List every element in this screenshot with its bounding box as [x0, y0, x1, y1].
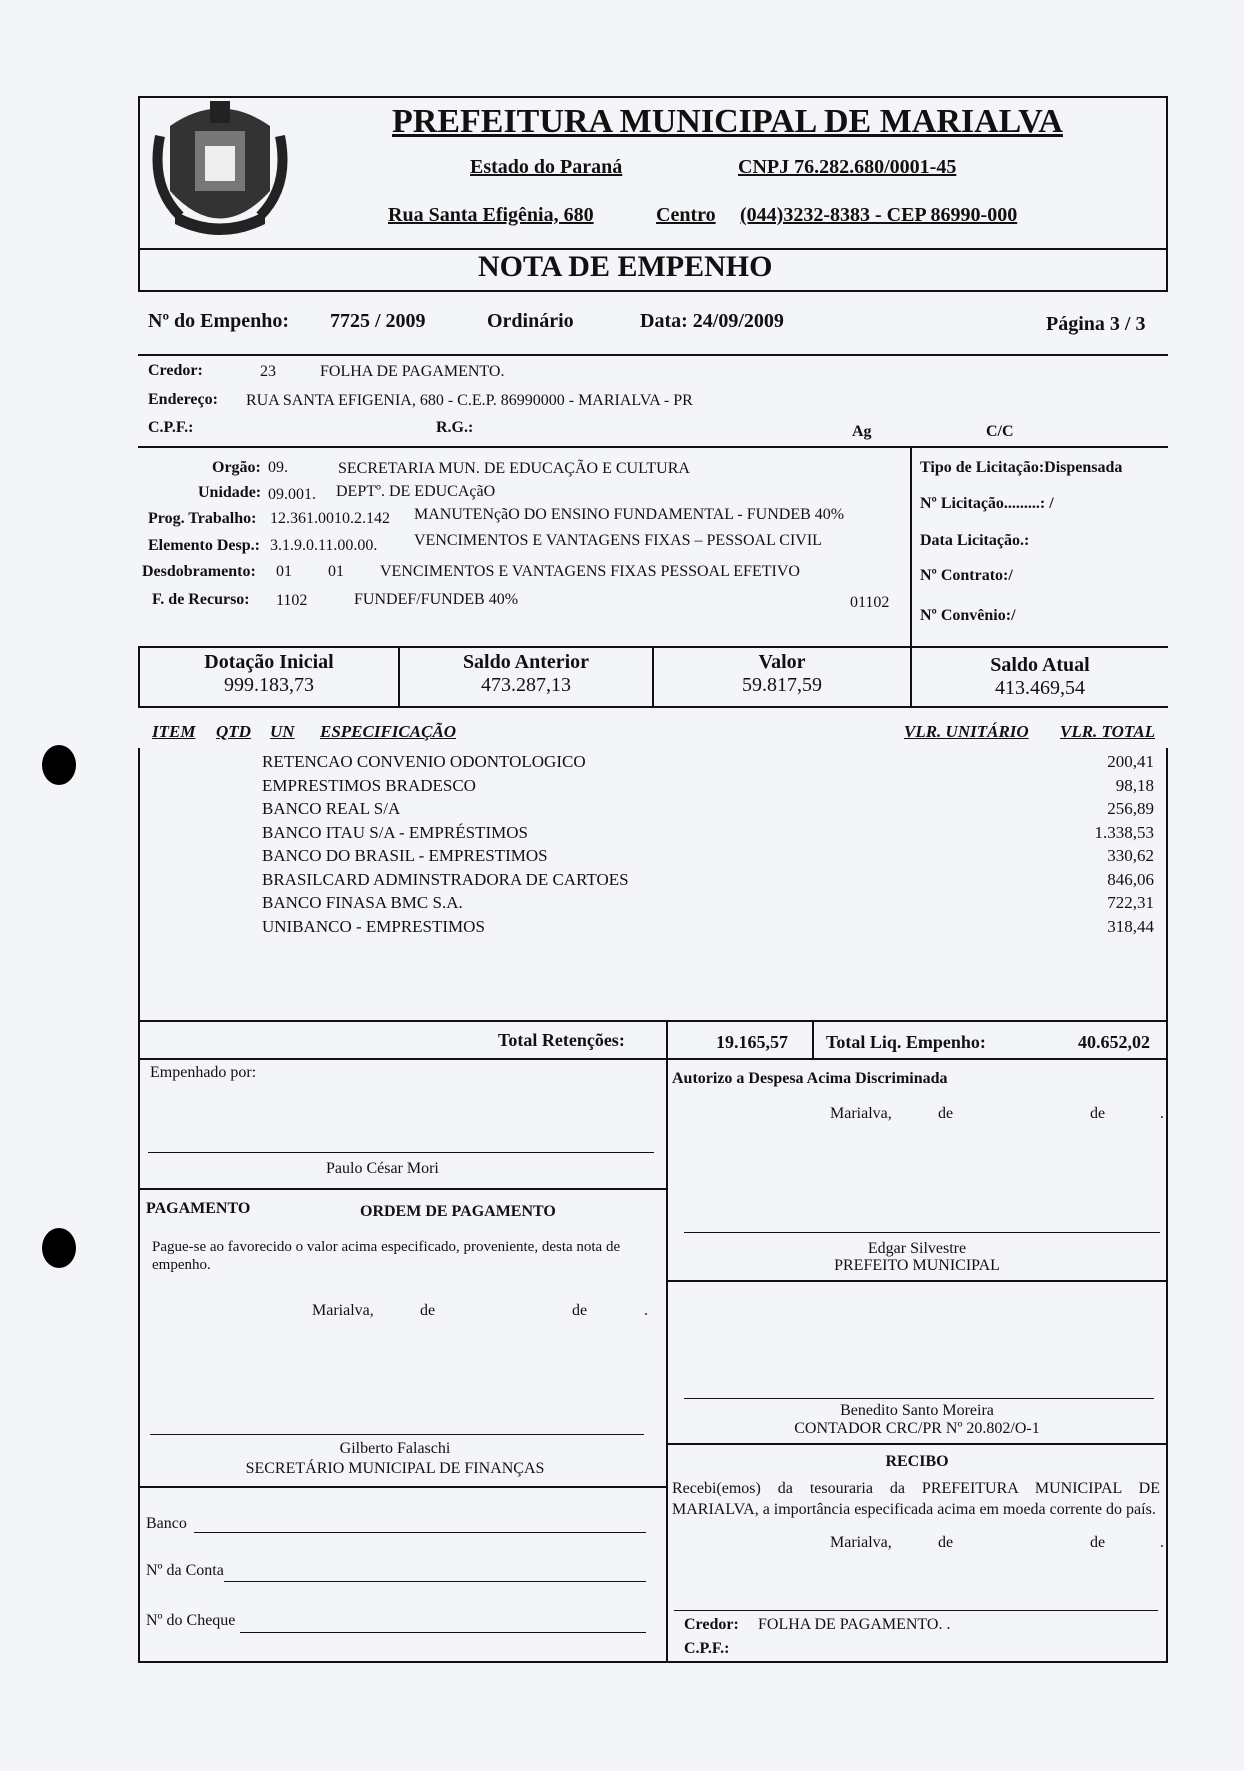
prog-label: Prog. Trabalho: [148, 510, 257, 527]
banco-field[interactable] [194, 1532, 646, 1533]
prog-desc: MANUTENçãO DO ENSINO FUNDAMENTAL - FUNDEB 40% [414, 506, 845, 523]
date-de: de [938, 1534, 954, 1551]
total-retencoes-value: 19.165,57 [716, 1032, 788, 1052]
ordem-pagamento-label: ORDEM DE PAGAMENTO [360, 1203, 556, 1220]
licitacao-tipo: Tipo de Licitação:Dispensada [920, 459, 1123, 476]
phone-cep: (044)3232-8383 - CEP 86990-000 [740, 204, 1018, 226]
desdobramento-desc: VENCIMENTOS E VANTAGENS FIXAS PESSOAL EFETIVO [380, 563, 800, 580]
total-liq-value: 40.652,02 [1078, 1032, 1150, 1052]
recibo-title: RECIBO [885, 1453, 949, 1470]
cheque-label: Nº do Cheque [146, 1612, 236, 1629]
saldo-label: Dotação Inicial [204, 651, 334, 673]
conta-label: Nº da Conta [146, 1562, 224, 1579]
endereco-label: Endereço: [148, 391, 218, 408]
unidade-label: Unidade: [198, 484, 262, 501]
saldo-label: Valor [758, 651, 806, 673]
fonte-desc: FUNDEF/FUNDEB 40% [354, 591, 519, 608]
list-item: BANCO REAL S/A 256,89 [262, 799, 1154, 818]
empenhado-por-name: Paulo César Mori [326, 1160, 439, 1177]
date-de: de [1090, 1105, 1106, 1122]
orgao-desc: SECRETARIA MUN. DE EDUCAÇÃO E CULTURA [338, 460, 690, 477]
date-de: de [938, 1105, 954, 1122]
desdobramento-code: 01 [276, 563, 292, 580]
page-number: Página 3 / 3 [1046, 313, 1146, 335]
endereco-value: RUA SANTA EFIGENIA, 680 - C.E.P. 86990000 - MARIALVA - PR [246, 392, 693, 409]
col-item: ITEM [152, 722, 196, 741]
banco-label: Banco [146, 1515, 187, 1532]
col-vlr-unitario: VLR. UNITÁRIO [904, 722, 1029, 741]
saldo-label: Saldo Atual [990, 654, 1090, 676]
credor-label: Credor: [148, 362, 203, 379]
list-item: EMPRESTIMOS BRADESCO 98,18 [262, 775, 1154, 795]
cnpj: CNPJ 76.282.680/0001-45 [738, 156, 957, 178]
rg-label: R.G.: [436, 419, 474, 436]
saldo-dotacao [140, 651, 398, 697]
total-retencoes-label: Total Retenções: [498, 1030, 625, 1050]
secretario-name: Gilberto Falaschi [339, 1440, 451, 1457]
street-address: Rua Santa Efigênia, 680 [388, 204, 594, 226]
orgao-label: Orgão: [212, 459, 261, 476]
contrato-numero: Nº Contrato:/ [920, 567, 1013, 584]
desdobramento-label: Desdobramento: [142, 563, 256, 580]
saldo-value: 999.183,73 [224, 674, 314, 696]
document-title: NOTA DE EMPENHO [478, 250, 773, 283]
licitacao-data: Data Licitação.: [920, 532, 1030, 549]
credor-code: 23 [260, 363, 276, 380]
elemento-desc: VENCIMENTOS E VANTAGENS FIXAS – PESSOAL CIVIL [414, 532, 822, 549]
list-item: RETENCAO CONVENIO ODONTOLOGICO 200,41 [262, 752, 1154, 771]
list-item: BANCO FINASA BMC S.A. 722,31 [262, 893, 1154, 912]
recibo-cpf-label: C.P.F.: [684, 1640, 730, 1657]
fonte-code-2: 01102 [850, 594, 890, 611]
prog-code: 12.361.0010.2.142 [270, 510, 390, 527]
punch-hole [42, 1228, 76, 1268]
cheque-field[interactable] [240, 1632, 646, 1633]
saldo-valor [654, 651, 910, 697]
punch-hole [42, 745, 76, 785]
col-especificacao: ESPECIFICAÇÃO [320, 722, 457, 741]
saldo-value: 59.817,59 [742, 674, 822, 696]
marialva-date: Marialva, [830, 1534, 892, 1551]
saldo-anterior [400, 651, 652, 697]
list-item: UNIBANCO - EMPRESTIMOS 318,44 [262, 916, 1154, 936]
recibo-text: Recebi(emos) da tesouraria da PREFEITURA MUNICIPAL DE MARIALVA, a importância especificada acima em moeda corrente do país. [672, 1480, 1160, 1518]
autorizo-label: Autorizo a Despesa Acima Discriminada [672, 1070, 948, 1087]
empenho-number: 7725 / 2009 [330, 310, 426, 332]
recibo-credor-label: Credor: [684, 1616, 739, 1633]
ag-label: Ag [852, 423, 872, 440]
list-item: BRASILCARD ADMINSTRADORA DE CARTOES 846,06 [262, 869, 1154, 889]
secretario-cargo: SECRETÁRIO MUNICIPAL DE FINANÇAS [245, 1460, 545, 1477]
prefeitura-title: PREFEITURA MUNICIPAL DE MARIALVA [392, 103, 1063, 140]
total-liq-label: Total Liq. Empenho: [826, 1032, 986, 1052]
state-name: Estado do Paraná [470, 156, 623, 178]
orgao-code: 09. [268, 459, 288, 476]
prefeito-name: Edgar Silvestre [867, 1240, 967, 1257]
contador-cargo: CONTADOR CRC/PR Nº 20.802/O-1 [794, 1420, 1040, 1437]
col-vlr-total: VLR. TOTAL [1060, 722, 1156, 741]
date-dot: . [1160, 1105, 1164, 1122]
date-de: de [572, 1302, 588, 1319]
items-list [262, 752, 1154, 940]
empenho-date: Data: 24/09/2009 [640, 310, 784, 332]
empenho-label: Nº do Empenho: [148, 310, 290, 332]
list-item: BANCO ITAU S/A - EMPRÉSTIMOS 1.338,53 [262, 822, 1154, 842]
empenho-type: Ordinário [487, 310, 574, 332]
unidade-code: 09.001. [268, 486, 316, 503]
date-de: de [420, 1302, 436, 1319]
licitacao-numero: Nº Licitação.........: / [920, 495, 1054, 512]
recibo-credor-value: FOLHA DE PAGAMENTO. . [758, 1616, 951, 1633]
date-de: de [1090, 1534, 1106, 1551]
saldo-value: 473.287,13 [481, 674, 571, 696]
convenio-numero: Nº Convênio:/ [920, 607, 1016, 624]
saldo-atual [912, 654, 1168, 700]
marialva-date: Marialva, [830, 1105, 892, 1122]
prefeito-cargo: PREFEITO MUNICIPAL [834, 1257, 1000, 1274]
elemento-label: Elemento Desp.: [148, 537, 260, 554]
empenhado-por-label: Empenhado por: [150, 1064, 257, 1081]
pagamento-label: PAGAMENTO [146, 1200, 251, 1217]
contador-name: Benedito Santo Moreira [840, 1402, 994, 1419]
credor-name: FOLHA DE PAGAMENTO. [320, 363, 505, 380]
conta-field[interactable] [224, 1581, 646, 1582]
saldo-value: 413.469,54 [995, 677, 1085, 699]
list-item: BANCO DO BRASIL - EMPRESTIMOS 330,62 [262, 846, 1154, 865]
unidade-desc: DEPTº. DE EDUCAçãO [336, 483, 496, 500]
coat-of-arms-logo [150, 96, 290, 246]
saldo-label: Saldo Anterior [462, 651, 590, 673]
desdobramento-sub: 01 [328, 563, 344, 580]
cpf-label: C.P.F.: [148, 419, 194, 436]
date-dot: . [1160, 1534, 1164, 1551]
col-un: UN [270, 722, 295, 741]
date-dot: . [644, 1302, 648, 1319]
pague-se-text: Pague-se ao favorecido o valor acima especificado, proveniente, desta nota de empenho. [152, 1239, 621, 1273]
cc-label: C/C [986, 423, 1014, 440]
marialva-date: Marialva, [312, 1302, 374, 1319]
district: Centro [656, 204, 716, 226]
col-qtd: QTD [216, 722, 251, 741]
elemento-code: 3.1.9.0.11.00.00. [270, 537, 378, 554]
fonte-code: 1102 [276, 592, 308, 609]
fonte-label: F. de Recurso: [152, 591, 250, 608]
